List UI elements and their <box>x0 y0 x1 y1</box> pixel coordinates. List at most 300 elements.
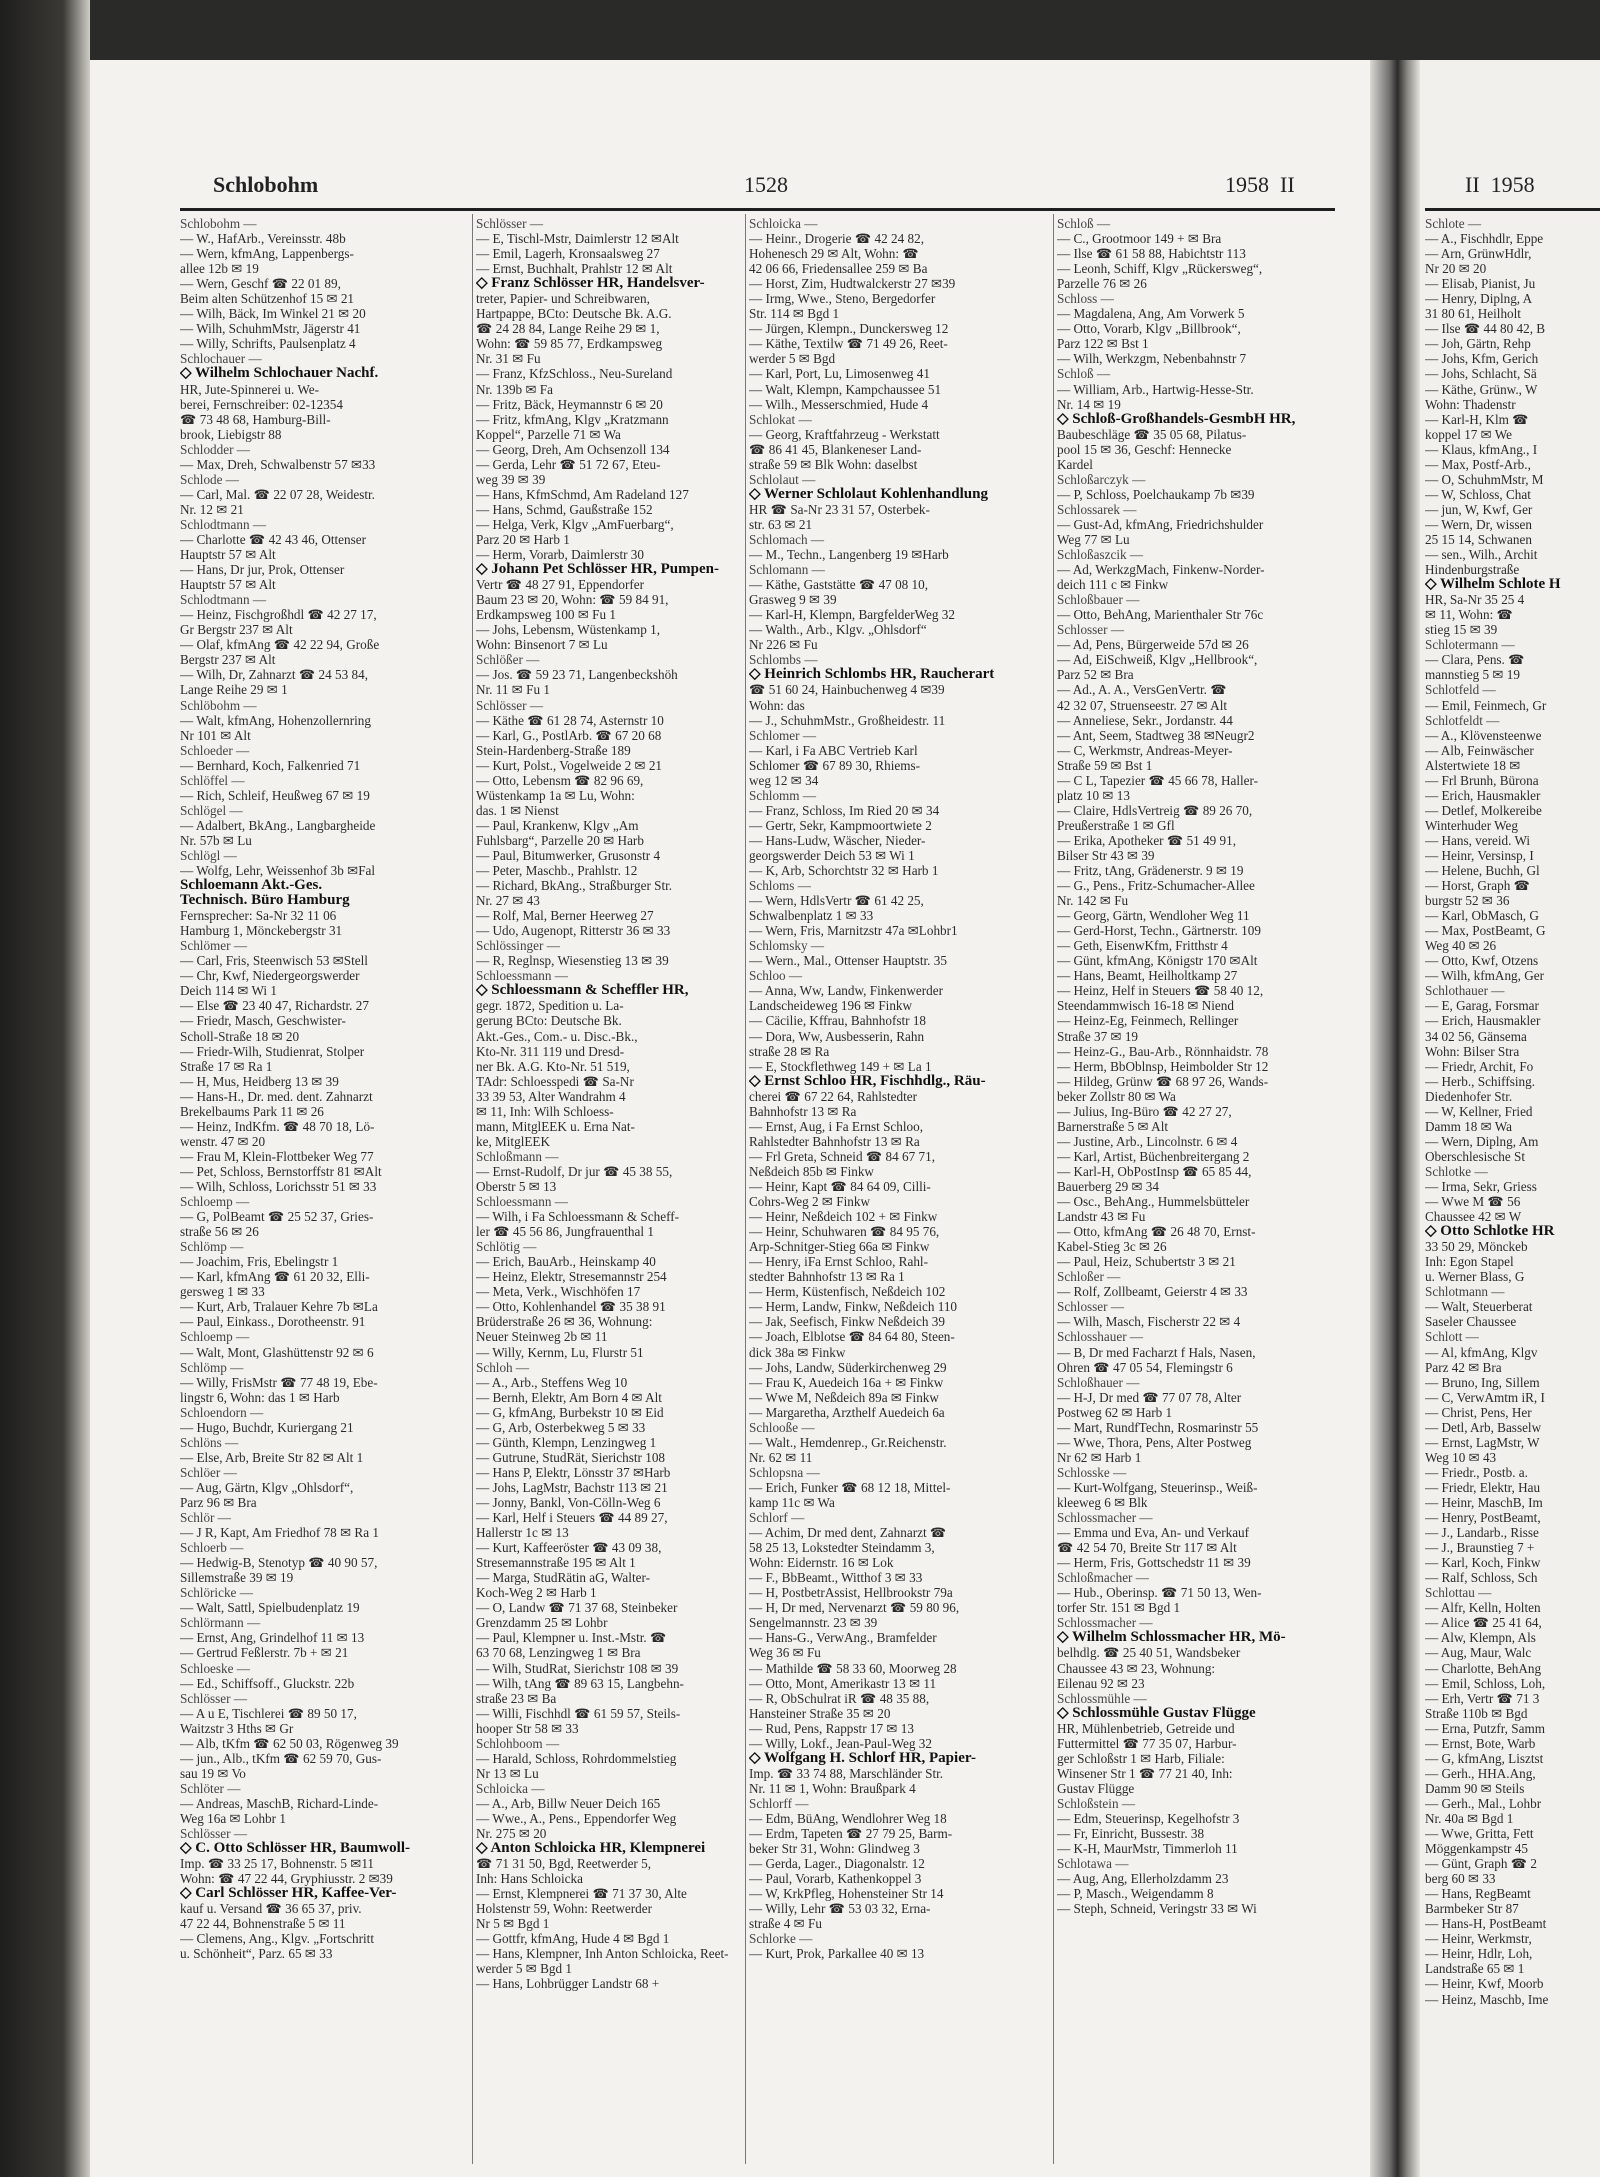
directory-entry-line: — Geth, EisenwKfm, Fritthstr 4 <box>1057 938 1228 954</box>
directory-entry-line: kamp 11c ✉ Wa <box>749 1494 835 1510</box>
directory-entry-line: Hindenburgstraße <box>1425 562 1520 578</box>
directory-entry-line: — Ilse ☎ 44 80 42, B <box>1425 321 1546 337</box>
directory-entry-line: Sengelmannstr. 23 ✉ 39 <box>749 1615 878 1631</box>
directory-entry-line: — Klaus, kfmAng., I <box>1425 441 1538 457</box>
directory-entry-line: Nr. 11 ✉ 1, Wohn: Braußpark 4 <box>749 1780 916 1796</box>
directory-entry-line: — Max, Dreh, Schwalbenstr 57 ✉33 <box>180 456 376 472</box>
directory-entry-line: — Wwe, Thora, Pens, Alter Postweg <box>1057 1434 1252 1450</box>
directory-entry-line: dick 38a ✉ Finkw <box>749 1344 846 1360</box>
directory-entry-line: Neuer Steinweg 2b ✉ 11 <box>476 1329 608 1345</box>
directory-entry-line: — Otto, Kohlenhandel ☎ 35 38 91 <box>476 1299 666 1315</box>
directory-entry-line: — F., BbBeamt., Witthof 3 ✉ 33 <box>749 1570 923 1586</box>
directory-entry-line: Damm 18 ✉ Wa <box>1425 1118 1513 1134</box>
directory-entry-line: — Clemens, Ang., Klgv. „Fortschritt <box>180 1931 375 1947</box>
directory-entry-line: — jun., Alb., tKfm ☎ 62 59 70, Gus- <box>180 1750 382 1766</box>
directory-entry-line: Schwalbenplatz 1 ✉ 33 <box>749 908 874 924</box>
directory-entry-line: — Anneliese, Sekr., Jordanstr. 44 <box>1057 712 1233 728</box>
directory-entry-line: Schloo — <box>749 968 803 984</box>
directory-entry-line: — Wilh, Masch, Fischerstr 22 ✉ 4 <box>1057 1314 1241 1330</box>
directory-entry-line: Straße 17 ✉ Ra 1 <box>180 1058 273 1074</box>
directory-entry-line: Winterhuder Weg <box>1425 817 1519 833</box>
directory-entry-line: — Frl Greta, Schneid ☎ 84 67 71, <box>749 1148 936 1164</box>
directory-entry-line: Schloßstein — <box>1057 1795 1136 1811</box>
directory-entry-line: das. 1 ✉ Nienst <box>476 802 559 818</box>
next-page-column <box>1425 216 1600 2007</box>
directory-entry-line: ◇ Wilhelm Schlote H <box>1425 576 1561 593</box>
directory-entry-line: Schlör — <box>180 1510 231 1526</box>
directory-entry-line: — Meta, Verk., Wischhöfen 17 <box>476 1284 641 1300</box>
directory-entry-line: — Heinr, Hdlr, Loh, <box>1425 1946 1533 1962</box>
directory-entry-line: ◇ Heinrich Schlombs HR, Raucherart <box>749 666 995 683</box>
directory-entry-line: — C., Grootmoor 149 + ✉ Bra <box>1057 231 1222 247</box>
directory-entry-line: — Karl, G., PostlArb. ☎ 67 20 68 <box>476 727 662 743</box>
directory-entry-line: 58 25 13, Lokstedter Steindamm 3, <box>749 1540 935 1556</box>
directory-entry-line: — Kurt, Kaffeeröster ☎ 43 09 38, <box>476 1540 662 1556</box>
directory-entry-line: — Detlef, Molkereibe <box>1425 802 1542 818</box>
directory-entry-line: — Ernst, Ang, Grindelhof 11 ✉ 13 <box>180 1630 365 1646</box>
directory-entry-line: Baum 23 ✉ 20, Wohn: ☎ 59 84 91, <box>476 592 669 608</box>
directory-entry-line: — Ed., Schiffsoff., Gluckstr. 22b <box>180 1675 355 1691</box>
directory-entry-line: Diedenhofer Str. <box>1425 1088 1513 1104</box>
directory-entry-line: Schloß — <box>1057 216 1111 231</box>
directory-entry-line: ✉ 11, Wohn: ☎ <box>1425 607 1513 623</box>
directory-entry-line: — Hans-G., VerwAng., Bramfelder <box>749 1630 937 1646</box>
directory-entry-line: Schloßer — <box>1057 1269 1121 1285</box>
directory-entry-line: Schlorff — <box>749 1795 809 1811</box>
directory-entry-line: — Emil, Lagerh, Kronsaalsweg 27 <box>476 246 660 262</box>
directory-entry-line: Preußerstraße 1 ✉ Gfl <box>1057 817 1175 833</box>
directory-entry-line: — Gottfr, kfmAng, Hude 4 ✉ Bgd 1 <box>476 1931 670 1947</box>
directory-entry-line: Schloß — <box>1057 366 1111 382</box>
directory-entry-line: — Emil, Schloss, Loh, <box>1425 1675 1546 1691</box>
directory-entry-line: Arp-Schnitger-Stieg 66a ✉ Finkw <box>749 1239 930 1255</box>
directory-entry-line: straße 59 ✉ Blk Wohn: daselbst <box>749 456 918 472</box>
directory-entry-line: — C L, Tapezier ☎ 45 66 78, Haller- <box>1057 772 1259 788</box>
directory-entry-line: — Friedr, Elektr, Hau <box>1425 1479 1541 1495</box>
directory-entry-line: Schlott — <box>1425 1329 1479 1345</box>
directory-entry-line: — Karl, Port, Lu, Limosenweg 41 <box>749 366 930 382</box>
directory-entry-line: — Pet, Schloss, Bernstorffstr 81 ✉Alt <box>180 1163 382 1179</box>
directory-entry-line: — H, Dr med, Nervenarzt ☎ 59 80 96, <box>749 1600 960 1616</box>
directory-entry-line: — J R, Kapt, Am Friedhof 78 ✉ Ra 1 <box>180 1525 379 1541</box>
directory-entry-line: — Friedr., Postb. a. <box>1425 1464 1528 1480</box>
directory-entry-line: — Aug, Ang, Ellerholzdamm 23 <box>1057 1871 1229 1887</box>
directory-entry-line: Schlotermann — <box>1425 637 1515 653</box>
directory-entry-line: — Wilh, Werkzgm, Nebenbahnstr 7 <box>1057 351 1247 367</box>
directory-entry-line: — Ad, Pens, Bürgerweide 57d ✉ 26 <box>1057 637 1249 653</box>
directory-entry-line: ◇ Schlossmühle Gustav Flügge <box>1057 1704 1256 1721</box>
directory-entry-line: u. Werner Blass, G <box>1425 1269 1525 1285</box>
directory-entry-line: — Wern, Fris, Marnitzstr 47a ✉Lohbr1 <box>749 923 958 939</box>
directory-entry-line: lingstr 6, Wohn: das 1 ✉ Harb <box>180 1389 340 1405</box>
directory-entry-line: — Ernst, Buchhalt, Prahlstr 12 ✉ Alt <box>476 261 673 277</box>
directory-entry-line: beker Zollstr 80 ✉ Wa <box>1057 1088 1176 1104</box>
directory-entry-line: treter, Papier- und Schreibwaren, <box>476 291 650 307</box>
directory-entry-line: — Hans, Klempner, Inh Anton Schloicka, Reet- <box>476 1946 729 1962</box>
directory-entry-line: Nr 62 ✉ Harb 1 <box>1057 1449 1142 1465</box>
directory-entry-line: — Peter, Maschb., Prahlstr. 12 <box>476 863 638 879</box>
directory-entry-line: — Ernst, Bote, Warb <box>1425 1735 1536 1751</box>
directory-entry-line: Schloßmann — <box>476 1148 559 1164</box>
directory-entry-line: Schloms — <box>749 878 811 894</box>
header-rule <box>180 208 1335 211</box>
directory-entry-line: Schlooße — <box>749 1419 815 1435</box>
directory-entry-line: Sillemstraße 39 ✉ 19 <box>180 1570 294 1586</box>
directory-entry-line: Schlöricke — <box>180 1585 253 1601</box>
directory-entry-line: Waitzstr 3 Hths ✉ Gr <box>180 1720 294 1736</box>
directory-entry-line: Schlöer — <box>180 1464 237 1480</box>
directory-entry-line: — Ernst, Aug, i Fa Ernst Schloo, <box>749 1118 923 1134</box>
directory-entry-line: Chaussee 43 ✉ 23, Wohnung: <box>1057 1660 1216 1676</box>
directory-entry-line: — Frau M, Klein-Flottbeker Weg 77 <box>180 1148 374 1164</box>
directory-entry-line: Schlöns — <box>180 1434 239 1450</box>
directory-entry-line: Schloeske — <box>180 1660 250 1676</box>
directory-entry-line: — Hans-H., Dr. med. dent. Zahnarzt <box>180 1088 373 1104</box>
directory-entry-line: HR, Mühlenbetrieb, Getreide und <box>1057 1720 1235 1736</box>
directory-entry-line: — Steph, Schneid, Veringstr 33 ✉ Wi <box>1057 1901 1257 1917</box>
directory-entry-line: — Erna, Putzfr, Samm <box>1425 1720 1545 1736</box>
directory-entry-line: — A., Arb., Steffens Weg 10 <box>476 1374 628 1390</box>
directory-entry-line: ☎ 71 31 50, Bgd, Reetwerder 5, <box>476 1856 652 1872</box>
directory-entry-line: — Kurt, Arb, Tralauer Kehre 7b ✉La <box>180 1299 378 1315</box>
directory-entry-line: — Gerda, Lehr ☎ 51 72 67, Eteu- <box>476 456 661 472</box>
directory-entry-line: Nr 226 ✉ Fu <box>749 637 818 653</box>
directory-entry-line: Ohren ☎ 47 05 54, Flemingstr 6 <box>1057 1359 1233 1375</box>
directory-entry-line: — Otto, Kwf, Otzens <box>1425 953 1539 969</box>
directory-entry-line: 33 50 29, Mönckeb <box>1425 1239 1528 1255</box>
directory-entry-line: — Horst, Graph ☎ <box>1425 878 1531 894</box>
directory-entry-line: Neßdeich 85b ✉ Finkw <box>749 1163 874 1179</box>
directory-entry-line: — Alb, Feinwäscher <box>1425 742 1534 758</box>
directory-entry-line: — Herm, Landw, Finkw, Neßdeich 110 <box>749 1299 958 1315</box>
directory-entry-line: cherei ☎ 67 22 64, Rahlstedter <box>749 1088 918 1104</box>
directory-entry-line: — Wern., Mal., Ottenser Hauptstr. 35 <box>749 953 947 969</box>
directory-entry-line: — W, Schloss, Chat <box>1425 486 1531 502</box>
directory-entry-line: Nr. 62 ✉ 11 <box>749 1449 813 1465</box>
directory-entry-line: Cohrs-Weg 2 ✉ Finkw <box>749 1194 870 1210</box>
column-divider <box>745 214 746 2164</box>
directory-entry-line: — Alb, tKfm ☎ 62 50 03, Rögenweg 39 <box>180 1735 399 1751</box>
directory-entry-line: Wüstenkamp 1a ✉ Lu, Wohn: <box>476 787 635 803</box>
directory-entry-line: — Magdalena, Ang, Am Vorwerk 5 <box>1057 306 1245 322</box>
directory-entry-line: — sen., Wilh., Archit <box>1425 547 1538 563</box>
directory-entry-line: Alstertwiete 18 ✉ <box>1425 757 1521 773</box>
directory-entry-line: — Johs, Landw, Süderkirchenweg 29 <box>749 1359 947 1375</box>
directory-entry-line: — Carl, Fris, Steenwisch 53 ✉Stell <box>180 953 368 969</box>
directory-entry-line: straße 4 ✉ Fu <box>749 1916 822 1932</box>
directory-entry-line: Schlomer — <box>749 727 817 743</box>
directory-entry-line: Brekelbaums Park 11 ✉ 26 <box>180 1103 324 1119</box>
directory-entry-line: Beim alten Schützenhof 15 ✉ 21 <box>180 291 355 307</box>
directory-entry-line: Holstenstr 59, Wohn: Reetwerder <box>476 1901 652 1917</box>
directory-entry-line: — Ilse ☎ 61 58 88, Habichtstr 113 <box>1057 246 1246 262</box>
directory-entry-line: Imp. ☎ 33 74 88, Marschländer Str. <box>749 1765 944 1781</box>
directory-entry-line: ◇ Carl Schlösser HR, Kaffee-Ver- <box>180 1885 397 1902</box>
directory-entry-line: — Dora, Ww, Ausbesserin, Rahn <box>749 1028 925 1044</box>
directory-entry-line: Schlochauer — <box>180 351 262 367</box>
directory-entry-line: — Georg, Dreh, Am Ochsenzoll 134 <box>476 441 670 457</box>
directory-entry-line: — Erich, Hausmakler <box>1425 1013 1541 1029</box>
directory-entry-line: — Georg, Gärtn, Wendloher Weg 11 <box>1057 908 1250 924</box>
directory-entry-line: — Hans, Beamt, Heilholtkamp 27 <box>1057 968 1238 984</box>
directory-entry-line: — Gertr, Sekr, Kampmoortwiete 2 <box>749 817 932 833</box>
directory-entry-line: — Anna, Ww, Landw, Finkenwerder <box>749 983 943 999</box>
directory-entry-line: Schlokat — <box>749 411 812 427</box>
directory-entry-line: — Paul, Vorarb, Kathenkoppel 3 <box>749 1871 922 1887</box>
directory-entry-line: — Wilh, SchuhmMstr, Jägerstr 41 <box>180 321 361 337</box>
directory-entry-line: Damm 90 ✉ Steils <box>1425 1780 1525 1796</box>
directory-entry-line: Schlössinger — <box>476 938 560 954</box>
directory-entry-line: Schloßarczyk — <box>1057 471 1146 487</box>
directory-entry-line: — Marga, StudRätin aG, Walter- <box>476 1570 650 1586</box>
directory-entry-line: Gr Bergstr 237 ✉ Alt <box>180 622 293 638</box>
directory-entry-line: — Herm, BbOblnsp, Heimbolder Str 12 <box>1057 1058 1269 1074</box>
directory-entry-line: — Wwe., A., Pens., Eppendorfer Weg <box>476 1810 677 1826</box>
directory-entry-line: Nr 101 ✉ Alt <box>180 727 251 743</box>
directory-entry-line: Landstr 43 ✉ Fu <box>1057 1209 1146 1225</box>
directory-entry-line: — Hans, Lohbrügger Landstr 68 + <box>476 1976 660 1992</box>
directory-entry-line: — Karl, Helf i Steuers ☎ 44 89 27, <box>476 1510 668 1526</box>
directory-entry-line: Parzelle 76 ✉ 26 <box>1057 276 1147 292</box>
directory-entry-line: Schlomm — <box>749 787 817 803</box>
directory-entry-line: Schlolaut — <box>749 471 816 487</box>
directory-entry-line: — Gerd-Horst, Techn., Gärtnerstr. 109 <box>1057 923 1261 939</box>
directory-entry-line: Schlopsna — <box>749 1464 820 1480</box>
directory-entry-line: pool 15 ✉ 36, Geschf: Hennecke <box>1057 441 1232 457</box>
directory-entry-line: brook, Liebigstr 88 <box>180 426 282 442</box>
directory-entry-line: Schlomann — <box>749 562 825 578</box>
directory-entry-line: Nr. 31 ✉ Fu <box>476 351 541 367</box>
directory-entry-line: — Franz, Schloss, Im Ried 20 ✉ 34 <box>749 802 940 818</box>
directory-entry-line: Schloemp — <box>180 1329 250 1345</box>
directory-entry-line: ◇ Ernst Schloo HR, Fischhdlg., Räu- <box>749 1072 986 1089</box>
directory-entry-line: Schlotmann — <box>1425 1284 1505 1300</box>
directory-entry-line: ner Bk. A.G. Kto-Nr. 51 519, <box>476 1058 630 1074</box>
directory-entry-line: Straße 59 ✉ Bst 1 <box>1057 757 1153 773</box>
directory-entry-line: Deich 114 ✉ Wi 1 <box>180 983 277 999</box>
directory-entry-line: 33 39 53, Alter Wandrahm 4 <box>476 1088 626 1104</box>
directory-entry-line: Wohn: Binsenort 7 ✉ Lu <box>476 637 608 653</box>
directory-entry-line: kleeweg 6 ✉ Blk <box>1057 1494 1148 1510</box>
directory-entry-line: — Gust-Ad, kfmAng, Friedrichshulder <box>1057 516 1264 532</box>
directory-entry-line: Bahnhofstr 13 ✉ Ra <box>749 1103 857 1119</box>
directory-entry-line: — Wilh, StudRat, Sierichstr 108 ✉ 39 <box>476 1660 679 1676</box>
directory-entry-line: — O, SchuhmMstr, M <box>1425 471 1544 487</box>
directory-entry-line: allee 12b ✉ 19 <box>180 261 259 277</box>
directory-entry-line: Bilser Str 43 ✉ 39 <box>1057 847 1155 863</box>
directory-entry-line: Erdkampsweg 100 ✉ Fu 1 <box>476 607 616 623</box>
directory-entry-line: Schloessmann — <box>476 968 568 984</box>
directory-entry-line: Schlodtmann — <box>180 516 267 532</box>
directory-entry-line: — Wwe M ☎ 56 <box>1425 1194 1521 1210</box>
directory-entry-line: Schloss — <box>1057 291 1114 307</box>
directory-entry-line: — Johs, Schlacht, Sä <box>1425 366 1537 382</box>
directory-entry-line: — Harald, Schloss, Rohrdommelstieg <box>476 1750 677 1766</box>
directory-entry-line: Bergstr 237 ✉ Alt <box>180 652 276 668</box>
directory-entry-line: Schloeder — <box>180 742 250 758</box>
directory-entry-line: — Elisab, Pianist, Ju <box>1425 276 1536 292</box>
directory-entry-line: Weg 40 ✉ 26 <box>1425 938 1497 954</box>
directory-entry-line: Nr. 11 ✉ Fu 1 <box>476 682 550 698</box>
directory-entry-line: Str. 114 ✉ Bgd 1 <box>749 306 840 322</box>
directory-entry-line: — Wwe M, Neßdeich 89a ✉ Finkw <box>749 1389 939 1405</box>
directory-entry-line: Schloicka — <box>476 1780 545 1796</box>
directory-entry-line: georgswerder Deich 53 ✉ Wi 1 <box>749 847 915 863</box>
directory-entry-line: ◇ Anton Schloicka HR, Klempnerei <box>476 1840 706 1857</box>
directory-entry-line: — Karl, i Fa ABC Vertrieb Karl <box>749 742 918 758</box>
directory-entry-line: — Osc., BehAng., Hummelsbütteler <box>1057 1194 1250 1210</box>
directory-entry-line: Schlothauer — <box>1425 983 1505 999</box>
directory-entry-line: Nr. 40a ✉ Bgd 1 <box>1425 1810 1514 1826</box>
directory-entry-line: Oberstr 5 ✉ 13 <box>476 1179 557 1194</box>
directory-column-4 <box>1057 216 1362 1916</box>
directory-entry-line: — Johs, Kfm, Gerich <box>1425 351 1539 367</box>
directory-entry-line: Schlösser — <box>476 216 544 231</box>
directory-entry-line: — Wern, Geschf ☎ 22 01 89, <box>180 276 341 292</box>
directory-entry-line: kauf u. Versand ☎ 36 65 37, priv. <box>180 1901 362 1917</box>
directory-entry-line: — Käthe, Gaststätte ☎ 47 08 10, <box>749 577 929 593</box>
directory-entry-line: Stresemannstraße 195 ✉ Alt 1 <box>476 1555 636 1571</box>
directory-entry-line: — Ad, EiSchweiß, Klgv „Hellbrook“, <box>1057 652 1258 668</box>
directory-entry-line: — Otto, Mont, Amerikastr 13 ✉ 11 <box>749 1675 937 1691</box>
directory-entry-line: Schlöffel — <box>180 772 245 788</box>
directory-entry-line: — Adalbert, BkAng., Langbargheide <box>180 817 376 833</box>
directory-entry-line: — Karl, Artist, Büchenbreitergang 2 <box>1057 1148 1250 1164</box>
directory-entry-line: — Hildeg, Grünw ☎ 68 97 26, Wands- <box>1057 1073 1269 1089</box>
directory-entry-line: Barmbeker Str 87 <box>1425 1901 1519 1917</box>
directory-entry-line: Schloßhauer — <box>1057 1374 1140 1390</box>
directory-entry-line: Parz 42 ✉ Bra <box>1425 1359 1502 1375</box>
directory-entry-line: Lange Reihe 29 ✉ 1 <box>180 682 288 698</box>
directory-entry-line: — Heinz, Helf in Steuers ☎ 58 40 12, <box>1057 983 1264 999</box>
directory-entry-line: — Alice ☎ 25 41 64, <box>1425 1615 1542 1631</box>
directory-entry-line: — J., Braunstieg 7 + <box>1425 1540 1535 1556</box>
directory-entry-line: — C, Werkmstr, Andreas-Meyer- <box>1057 742 1233 758</box>
directory-entry-line: — Hans, Dr jur, Prok, Ottenser <box>180 562 345 578</box>
directory-entry-line: — Hans, vereid. Wi <box>1425 832 1531 848</box>
directory-entry-line: — Alw, Klempn, Als <box>1425 1630 1536 1646</box>
directory-entry-line: Schloemp — <box>180 1194 250 1210</box>
directory-entry-line: — Karl-H, ObPostInsp ☎ 65 85 44, <box>1057 1163 1252 1179</box>
directory-entry-line: — A., Fischhdlr, Eppe <box>1425 231 1544 247</box>
directory-entry-line: Schlobohm — <box>180 216 257 231</box>
directory-entry-line: — P, Masch., Weigendamm 8 <box>1057 1886 1214 1902</box>
directory-entry-line: Schlossmühle — <box>1057 1690 1147 1706</box>
directory-entry-line: — Herm, Küstenfisch, Neßdeich 102 <box>749 1284 946 1300</box>
directory-entry-line: Eilenau 92 ✉ 23 <box>1057 1675 1145 1691</box>
book-gutter <box>1370 60 1420 2177</box>
directory-entry-line: — Ernst, LagMstr, W <box>1425 1434 1540 1450</box>
directory-entry-line: — Udo, Augenopt, Ritterstr 36 ✉ 33 <box>476 923 671 939</box>
directory-entry-line: — Edm, BüAng, Wendlohrer Weg 18 <box>749 1810 947 1826</box>
directory-entry-line: — Hans-H, PostBeamt <box>1425 1916 1547 1932</box>
directory-entry-line: — Alfr, Kelln, Holten <box>1425 1600 1541 1616</box>
directory-entry-line: — Ralf, Schloss, Sch <box>1425 1570 1538 1586</box>
directory-entry-line: Schlomach — <box>749 531 825 547</box>
directory-entry-line: — Walt., Hemdenrep., Gr.Reichenstr. <box>749 1434 947 1450</box>
directory-entry-line: — Carl, Mal. ☎ 22 07 28, Weidestr. <box>180 486 375 502</box>
directory-entry-line: Brüderstraße 26 ✉ 36, Wohnung: <box>476 1314 653 1330</box>
directory-entry-line: — Leonh, Schiff, Klgv „Rückersweg“, <box>1057 261 1263 277</box>
directory-column-3 <box>749 216 1051 1961</box>
directory-entry-line: — Wern, Dr, wissen <box>1425 516 1532 532</box>
directory-entry-line: stedter Bahnhofstr 13 ✉ Ra 1 <box>749 1269 905 1285</box>
directory-entry-line: 42 06 66, Friedensallee 259 ✉ Ba <box>749 261 928 277</box>
directory-entry-line: mannstieg 5 ✉ 19 <box>1425 667 1520 683</box>
directory-entry-line: — Frl Brunh, Bürona <box>1425 772 1539 788</box>
directory-entry-line: Schlote — <box>1425 216 1482 231</box>
directory-entry-line: — K, Arb, Schorchtstr 32 ✉ Harb 1 <box>749 863 939 879</box>
running-head-year: 1958 II <box>1225 172 1295 197</box>
directory-entry-line: Koch-Weg 2 ✉ Harb 1 <box>476 1585 597 1601</box>
directory-entry-line: — K-H, MaurMstr, Timmerloh 11 <box>1057 1841 1238 1857</box>
directory-entry-line: Wohn: ☎ 47 22 44, Gryphiusstr. 2 ✉39 <box>180 1871 393 1887</box>
directory-entry-line: — Jürgen, Klempn., Dunckersweg 12 <box>749 321 949 337</box>
directory-entry-line: platz 10 ✉ 13 <box>1057 787 1130 803</box>
directory-entry-line: — Bruno, Ing, Sillem <box>1425 1374 1540 1390</box>
directory-entry-line: — Hedwig-B, Stenotyp ☎ 40 90 57, <box>180 1555 378 1571</box>
directory-entry-line: Fuhlsbarg“, Parzelle 20 ✉ Harb <box>476 832 644 848</box>
directory-entry-line: — C, VerwAmtm iR, I <box>1425 1389 1545 1405</box>
directory-entry-line: — Fritz, Bäck, Heymannstr 6 ✉ 20 <box>476 396 663 412</box>
directory-entry-line: — Rolf, Mal, Berner Heerweg 27 <box>476 908 654 924</box>
directory-entry-line: — Paul, Heiz, Schubertstr 3 ✉ 21 <box>1057 1254 1236 1270</box>
directory-entry-line: — H, PostbetrAssist, Hellbrookstr 79a <box>749 1585 953 1601</box>
directory-entry-line: — G, PolBeamt ☎ 25 52 37, Gries- <box>180 1209 374 1225</box>
directory-entry-line: — Georg, Kraftfahrzeug - Werkstatt <box>749 426 940 442</box>
directory-entry-line: — M., Techn., Langenberg 19 ✉Harb <box>749 547 949 563</box>
directory-entry-line: Schlöbohm — <box>180 697 257 713</box>
directory-entry-line: Schlotfeld — <box>1425 682 1496 698</box>
directory-entry-line: Nr. 275 ✉ 20 <box>476 1826 547 1842</box>
directory-entry-line: koppel 17 ✉ We <box>1425 426 1513 442</box>
directory-entry-line: — Heinz-Eg, Feinmech, Rellinger <box>1057 1013 1239 1029</box>
directory-entry-line: — Johs, LagMstr, Bachstr 113 ✉ 21 <box>476 1479 668 1495</box>
directory-entry-line: 47 22 44, Bohnenstraße 5 ✉ 11 <box>180 1916 346 1932</box>
directory-entry-line: — Frau K, Auedeich 16a + ✉ Finkw <box>749 1374 944 1390</box>
directory-entry-line: — Karl, Koch, Finkw <box>1425 1555 1541 1571</box>
directory-entry-line: — Gertrud Feßlerstr. 7b + ✉ 21 <box>180 1645 349 1661</box>
directory-entry-line: ler ☎ 45 56 86, Jungfrauenthal 1 <box>476 1224 654 1240</box>
directory-entry-line: Möggenkampstr 45 <box>1425 1841 1528 1857</box>
directory-entry-line: Schlombs — <box>749 652 818 668</box>
directory-entry-line: — Wern, Diplng, Am <box>1425 1133 1539 1149</box>
directory-entry-line: — Cäcilie, Kffrau, Bahnhofstr 18 <box>749 1013 927 1029</box>
directory-entry-line: Parz 52 ✉ Bra <box>1057 667 1134 683</box>
directory-entry-line: Schlömp — <box>180 1359 244 1375</box>
next-page-header-rule <box>1425 208 1600 211</box>
directory-entry-line: Nr 5 ✉ Bgd 1 <box>476 1916 550 1932</box>
directory-entry-line: — Kurt-Wolfgang, Steuerinsp., Weiß- <box>1057 1479 1258 1495</box>
directory-entry-line: Nr. 12 ✉ 21 <box>180 501 244 517</box>
directory-entry-line: ◇ Schloessmann & Scheffler HR, <box>476 982 689 999</box>
directory-entry-line: — G, kfmAng, Burbekstr 10 ✉ Eid <box>476 1404 664 1420</box>
column-divider <box>472 214 473 2164</box>
directory-entry-line: Technisch. Büro Hamburg <box>180 892 350 909</box>
directory-entry-line: — Erich, BauArb., Heinskamp 40 <box>476 1254 656 1270</box>
directory-entry-line: — Hans-Ludw, Wäscher, Nieder- <box>749 832 926 848</box>
directory-entry-line: — Herm, Vorarb, Daimlerstr 30 <box>476 547 644 563</box>
directory-entry-line: Imp. ☎ 33 25 17, Bohnenstr. 5 ✉11 <box>180 1856 375 1872</box>
directory-entry-line: Kabel-Stieg 3c ✉ 26 <box>1057 1239 1167 1255</box>
directory-entry-line: — H-J, Dr med ☎ 77 07 78, Alter <box>1057 1389 1242 1405</box>
directory-entry-line: — Willy, Lehr ☎ 53 03 32, Erna- <box>749 1901 931 1917</box>
directory-entry-line: — Walt, kfmAng, Hohenzollernring <box>180 712 371 728</box>
directory-entry-line: Weg 36 ✉ Fu <box>749 1645 821 1661</box>
directory-entry-line: Oberschlesische St <box>1425 1148 1525 1164</box>
directory-entry-line: Barnerstraße 5 ✉ Alt <box>1057 1118 1169 1134</box>
directory-entry-line: Wohn: Eidernstr. 16 ✉ Lok <box>749 1555 894 1571</box>
